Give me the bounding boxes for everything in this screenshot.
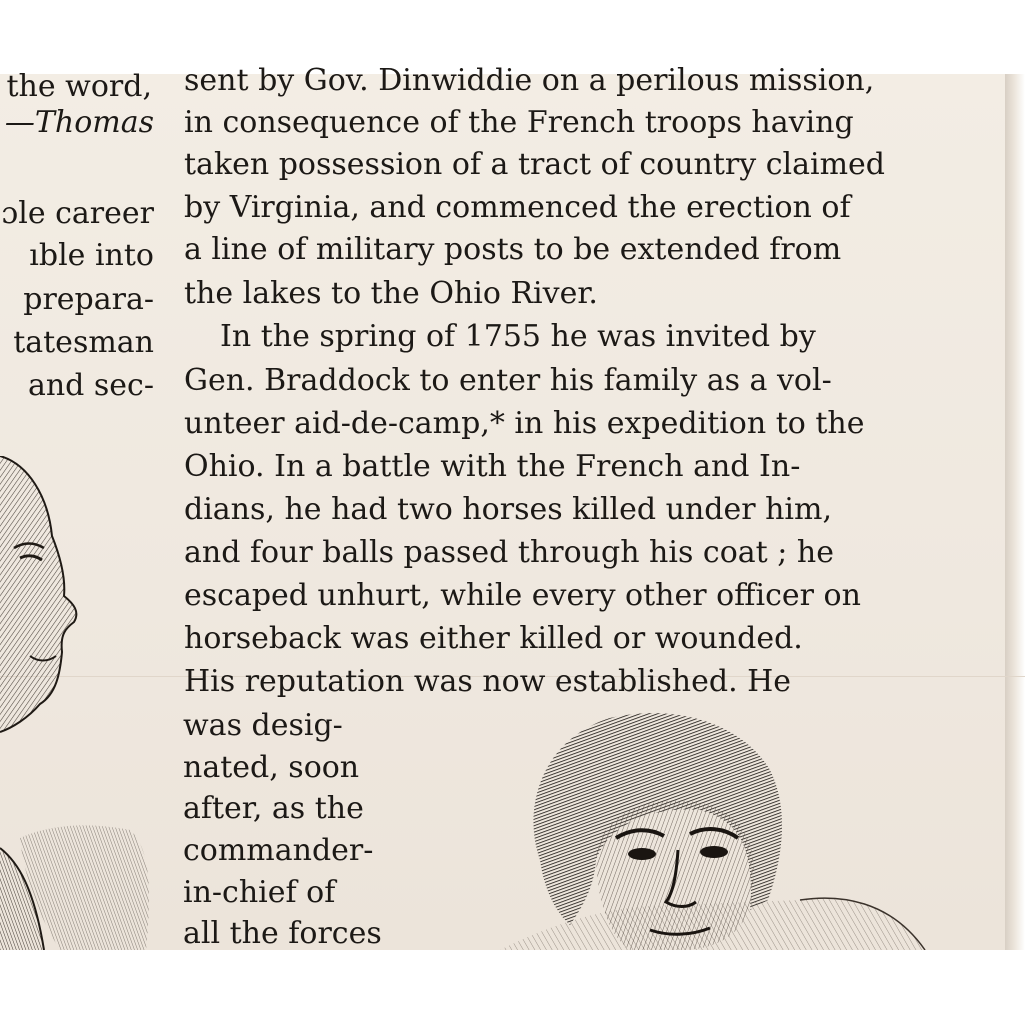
narrow-line-4: commander- [183, 833, 374, 868]
left-line-7: and sec- [27, 368, 154, 403]
narrow-line-1: was desig- [183, 708, 343, 743]
main-line-11: dians, he had two horses killed under him, [184, 492, 833, 527]
left-line-1: the word, [6, 69, 152, 104]
main-line-2: in consequence of the French troops having [184, 105, 854, 140]
left-line-4: ıble into [29, 238, 154, 273]
main-line-8: Gen. Braddock to enter his family as a vol- [184, 363, 832, 398]
main-line-6: the lakes to the Ohio River. [184, 276, 598, 311]
main-line-7: In the spring of 1755 he was invited by [220, 319, 816, 354]
left-line-2: —Thomas [4, 105, 154, 140]
left-engraving-fragment [0, 818, 160, 950]
left-line-3: ɔle career [1, 196, 154, 231]
left-portrait-image [0, 456, 90, 736]
narrow-line-3: after, as the [183, 791, 364, 826]
main-line-9: unteer aid-de-camp,* in his expedition to the [184, 406, 865, 441]
main-line-15: His reputation was now established. He [184, 664, 792, 699]
narrow-line-5: in-chief of [183, 875, 336, 910]
main-line-3: taken possession of a tract of country claimed [184, 147, 886, 182]
left-line-5: prepara- [23, 282, 154, 317]
main-line-12: and four balls passed through his coat ; he [184, 535, 834, 570]
main-portrait-image [500, 710, 930, 950]
page-edge-shadow [1005, 74, 1025, 950]
narrow-line-2: nated, soon [183, 750, 360, 785]
left-line-6: tatesman [13, 325, 154, 360]
main-line-10: Ohio. In a battle with the French and In- [184, 449, 801, 484]
main-line-5: a line of military posts to be extended from [184, 232, 842, 267]
main-line-4: by Virginia, and commenced the erection of [184, 190, 851, 225]
narrow-line-6: all the forces [183, 916, 382, 951]
main-line-13: escaped unhurt, while every other officer on [184, 578, 861, 613]
main-line-1: sent by Gov. Dinwiddie on a perilous mission, [184, 63, 875, 98]
main-line-14: horseback was either killed or wounded. [184, 621, 803, 656]
